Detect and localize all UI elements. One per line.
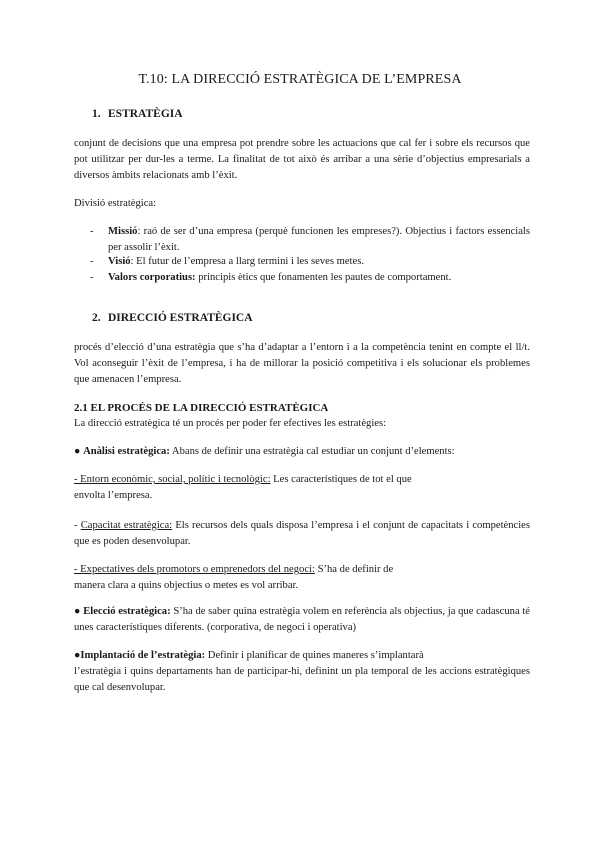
term-valors: Valors corporatius: — [108, 272, 196, 283]
analisi-term: Anàlisi estratègica: — [83, 446, 170, 457]
implantacio-term: Implantació de l’estratègia: — [80, 650, 206, 661]
eleccio-item — [74, 604, 530, 636]
capacitat-text: Els recursos dels quals disposa l’empresa i el conjunt de capacitats i competències que es poden desenvolupar. — [74, 520, 530, 547]
division-label: Divisió estratègica: — [74, 198, 157, 209]
implantacio-line — [74, 648, 530, 664]
section-2-paragraph: procés d’elecció d’una estratègia que s’ha d’adaptar a l’entorn i a la competència tenint en compte el ll/t. Vol aconseguir l’èxit de l’empresa, i ha de millorar la posició competitiva i els solucionar els problemes que amenacen l’empresa. — [74, 342, 530, 385]
expectatives-term: - Expectatives dels promotors o emprenedors del negoci: — [74, 564, 315, 575]
bullet: ● — [74, 650, 81, 661]
bullet: ● — [74, 606, 81, 617]
section-2-title: DIRECCIÓ ESTRATÈGICA — [108, 312, 253, 324]
section-1-number: 1. — [92, 108, 101, 120]
section-2-1-intro: La direcció estratègica té un procés per poder fer efectives les estratègies: — [74, 418, 387, 429]
expectatives-item — [74, 562, 419, 594]
capacitat-dash: - — [74, 520, 81, 531]
list-item-missio — [90, 224, 530, 256]
term-visio: Visió — [108, 256, 131, 267]
section-2-number: 2. — [92, 312, 101, 324]
list-item-visio — [90, 254, 530, 270]
bullet: ● — [74, 446, 81, 457]
entorn-item — [74, 472, 434, 504]
analisi-item — [74, 444, 530, 460]
entorn-text: Les característiques de tot el que envolta l’empresa. — [74, 474, 412, 501]
analisi-text: Abans de definir una estratègia cal estudiar un conjunt d’elements: — [169, 446, 455, 457]
implantacio-paragraph: l’estratègia i quins departaments han de participar-hi, definint un pla temporal de les accions estratègiques que cal desenvolupar. — [74, 666, 530, 693]
list-dash: - — [90, 272, 94, 283]
implantacio-text: Definir i planificar de quines maneres s’implantarà — [205, 650, 424, 661]
list-item-valors — [90, 270, 530, 286]
term-missio: Missió — [108, 226, 138, 237]
expectatives-text: S’ha de definir de manera clara a quins objectius o metes es vol arribar. — [74, 564, 394, 591]
eleccio-term: Elecció estratègica: — [83, 606, 171, 617]
section-2-1-heading: 2.1 EL PROCÉS DE LA DIRECCIÓ ESTRATÈGICA — [74, 402, 329, 414]
section-1-heading — [92, 108, 183, 120]
document-title: T.10: LA DIRECCIÓ ESTRATÈGICA DE L’EMPRESA — [138, 72, 462, 87]
def-visio: : El futur de l’empresa a llarg termini i les seves metes. — [130, 256, 364, 267]
section-1-paragraph: conjunt de decisions que una empresa pot prendre sobre les actuacions que cal fer i sobre els recursos que pot utilitzar per dur-les a terme. La finalitat de tot això és arribar a una sèrie d’objectius empresarials a diversos àmbits relacionats amb l’èxit. — [74, 138, 530, 181]
list-dash: - — [90, 256, 94, 267]
entorn-term: - Entorn econòmic, social, polític i tecnològic: — [74, 474, 271, 485]
list-dash: - — [90, 226, 94, 237]
capacitat-item — [74, 518, 530, 550]
def-missio: : raó de ser d’una empresa (perquè funcionen les empreses?). Objectius i factors essencials per assolir l’èxit. — [108, 226, 530, 253]
capacitat-term: Capacitat estratègica: — [80, 520, 173, 531]
def-valors: principis ètics que fonamenten les pautes de comportament. — [195, 272, 452, 283]
eleccio-text: S’ha de saber quina estratègia volem en referència als objectius, ja que cadascuna té unes característiques diferents. (corporativa, de negoci i operativa) — [74, 606, 530, 633]
section-2-heading — [92, 312, 253, 324]
section-1-title: ESTRATÈGIA — [108, 108, 183, 120]
